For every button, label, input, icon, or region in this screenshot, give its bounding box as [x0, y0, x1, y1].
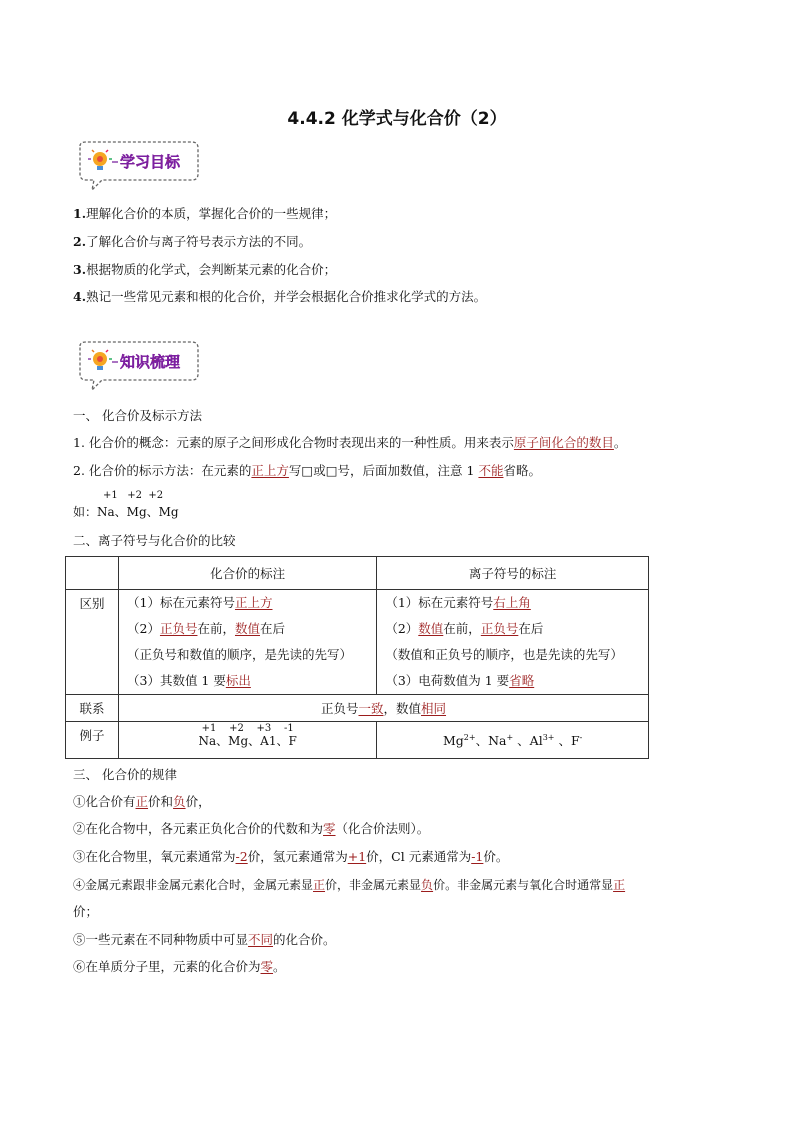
difference-valence-cell: （1）标在元素符号正上方 （2）正负号在前，数值在后 （正负号和数值的顺序，是先读的先写） （3）其数值 1 要标出 [119, 590, 377, 695]
difference-ion-cell: （1）标在元素符号右上角 （2）数值在前，正负号在后 （数值和正负号的顺序，也是先读的先写） （3）电荷数值为 1 要省略 [377, 590, 649, 695]
row-label-example: 例子 [66, 722, 119, 759]
s1-p1: 1. 化合价的概念：元素的原子之间形成化合物时表现出来的一种性质。用来表示原子间化合的数目。 [73, 435, 627, 450]
link-cell: 正负号一致，数值相同 [119, 695, 649, 722]
col-header-ion: 离子符号的标注 [377, 557, 649, 590]
knowledge-badge [72, 340, 202, 392]
knowledge-badge-label: 知识梳理 [120, 353, 181, 371]
rule-2: ②在化合物中，各元素正负化合价的代数和为零（化合价法则）。 [73, 821, 430, 836]
example-valence-cell: +1 +2 +3 -1 Na、Mg、A1、F [119, 722, 377, 759]
goal-item: 1.理解化合价的本质，掌握化合价的一些规律； [73, 206, 337, 221]
row-label-link: 联系 [66, 695, 119, 722]
rule-1: ①化合价有正价和负价， [73, 794, 211, 809]
example-ion-cell: $Mg^{2+}$、Na+ 、$Al^{3+}$ 、F- [377, 722, 649, 759]
rule-3: ③在化合物里，氧元素通常为-2价，氢元素通常为+1价，Cl 元素通常为-1价。 [73, 849, 509, 864]
section-1-heading: 一、 化合价及标示方法 [73, 408, 202, 423]
rule-5: ⑤一些元素在不同种物质中可显不同的化合价。 [73, 932, 336, 947]
row-label-difference: 区别 [66, 590, 119, 695]
rule-4-continued: 价； [73, 904, 99, 919]
goals-badge-label: 学习目标 [120, 153, 181, 171]
col-header-valence: 化合价的标注 [119, 557, 377, 590]
comparison-table [65, 556, 649, 759]
goal-item: 3.根据物质的化学式，会判断某元素的化合价； [73, 262, 337, 277]
goals-badge [72, 140, 202, 192]
rule-4: ④金属元素跟非金属元素化合时，金属元素显正价，非金属元素显负价。非金属元素与氧化合时通常显正 [73, 878, 626, 892]
section-3-heading: 三、 化合价的规律 [73, 767, 177, 782]
goal-item: 4.熟记一些常见元素和根的化合价，并学会根据化合价推求化学式的方法。 [73, 289, 487, 304]
section-2-heading: 二、离子符号与化合价的比较 [73, 533, 236, 548]
page-title: 4.4.2 化学式与化合价（2） [287, 109, 507, 129]
table-corner [66, 557, 119, 590]
s1-p2: 2. 化合价的标示方法：在元素的正上方写□或□号，后面加数值，注意 1 不能省略。 [73, 463, 541, 478]
goal-item: 2.了解化合价与离子符号表示方法的不同。 [73, 234, 312, 249]
rule-6: ⑥在单质分子里，元素的化合价为零。 [73, 959, 286, 974]
